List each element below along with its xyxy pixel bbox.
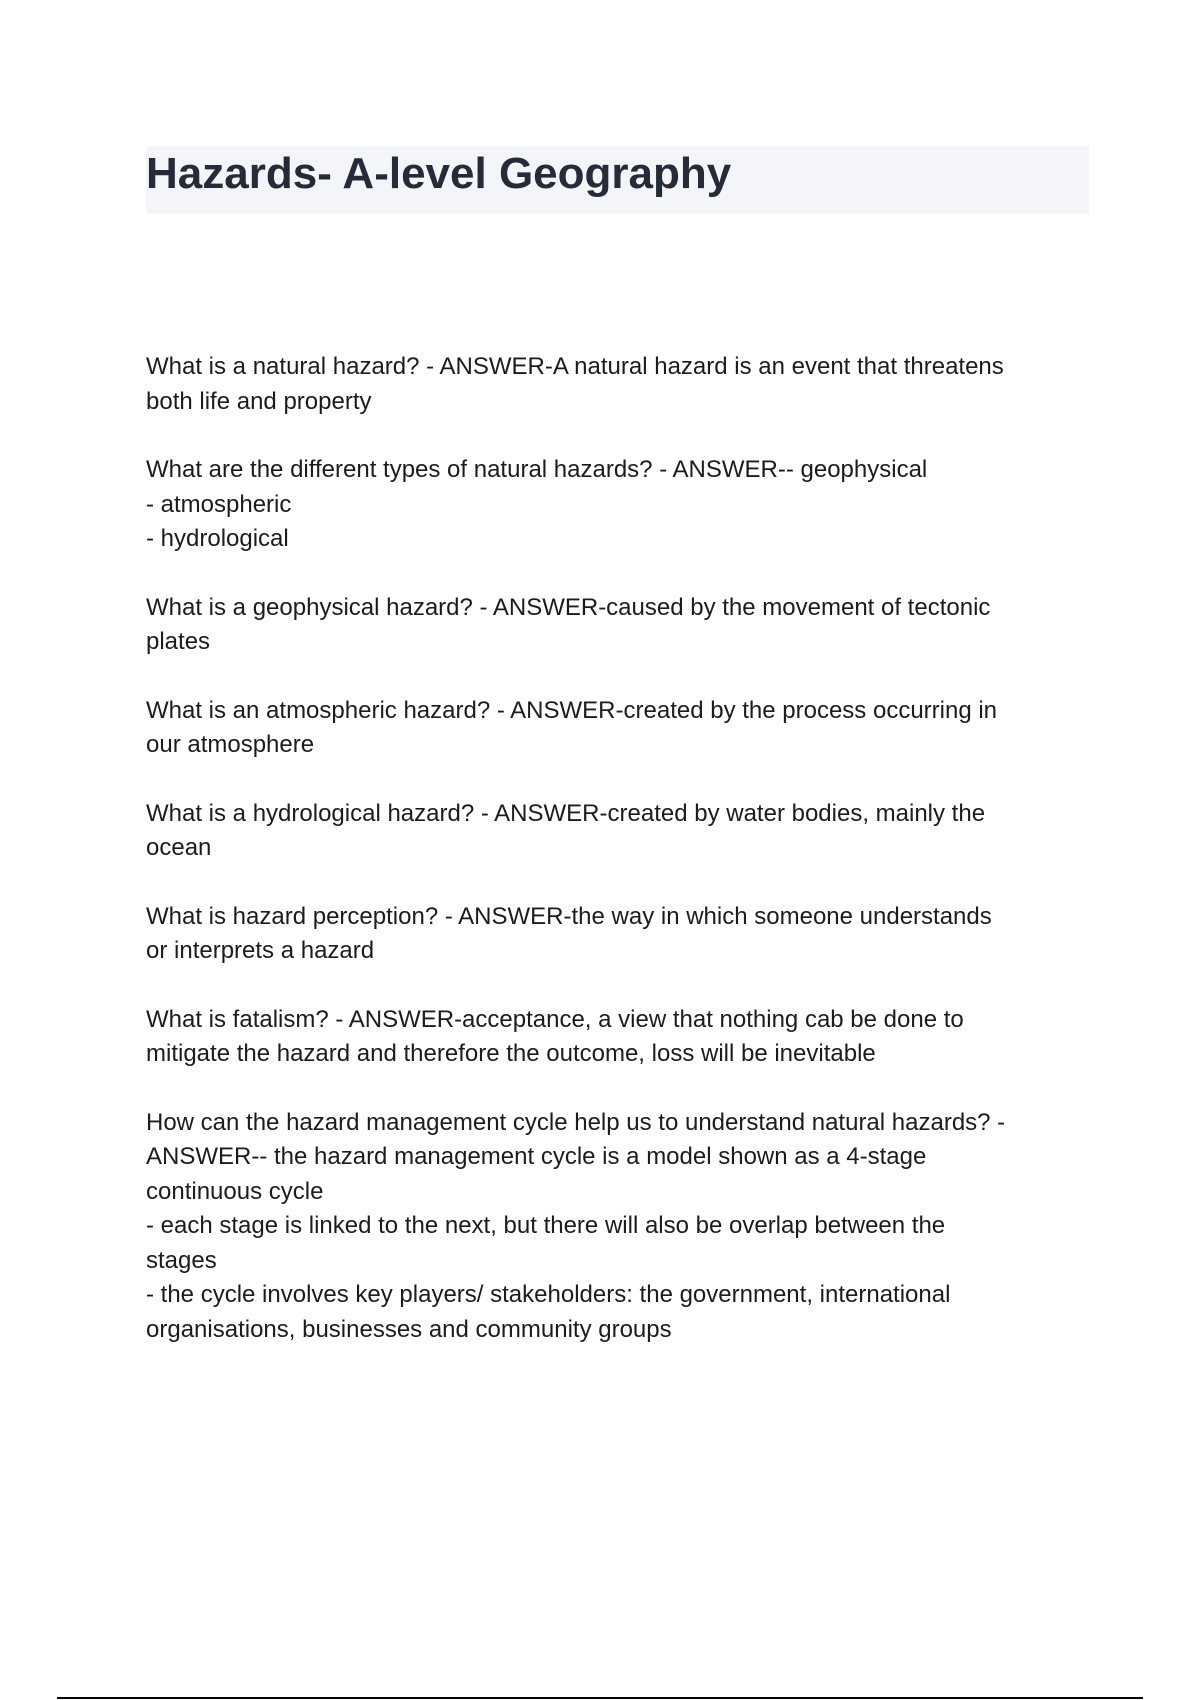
qa-item-types-of-hazards: What are the different types of natural hazards? - ANSWER-- geophysical - atmospheric - hydrological bbox=[146, 456, 928, 552]
qa-item-fatalism: What is fatalism? - ANSWER-acceptance, a view that nothing cab be done to mitigate the hazard and therefore the outcome, loss will be inevitable bbox=[146, 1005, 964, 1067]
footer-divider bbox=[57, 1697, 1143, 1699]
qa-item-hydrological-hazard: What is a hydrological hazard? - ANSWER-created by water bodies, mainly the ocean bbox=[146, 799, 986, 861]
qa-item-geophysical-hazard: What is a geophysical hazard? - ANSWER-caused by the movement of tectonic plates bbox=[146, 593, 991, 655]
qa-item-atmospheric-hazard: What is an atmospheric hazard? - ANSWER-created by the process occurring in our atmosphere bbox=[146, 696, 998, 758]
qa-list bbox=[146, 350, 1096, 1381]
qa-item-natural-hazard: What is a natural hazard? - ANSWER-A natural hazard is an event that threatens both life and property bbox=[146, 353, 1004, 415]
qa-item-hazard-perception: What is hazard perception? - ANSWER-the way in which someone understands or interprets a hazard bbox=[146, 902, 992, 964]
qa-item-hazard-management-cycle: How can the hazard management cycle help us to understand natural hazards? - ANSWER-- the hazard management cycle is a model shown as a 4-stage continuous cycle - each stage is linked to the next, but there will also be overlap between the stages - the cycle involves key players/ stakeholders: the government, international organisations, businesses and community groups bbox=[146, 1108, 1006, 1343]
page-title: Hazards- A-level Geography bbox=[146, 149, 732, 198]
